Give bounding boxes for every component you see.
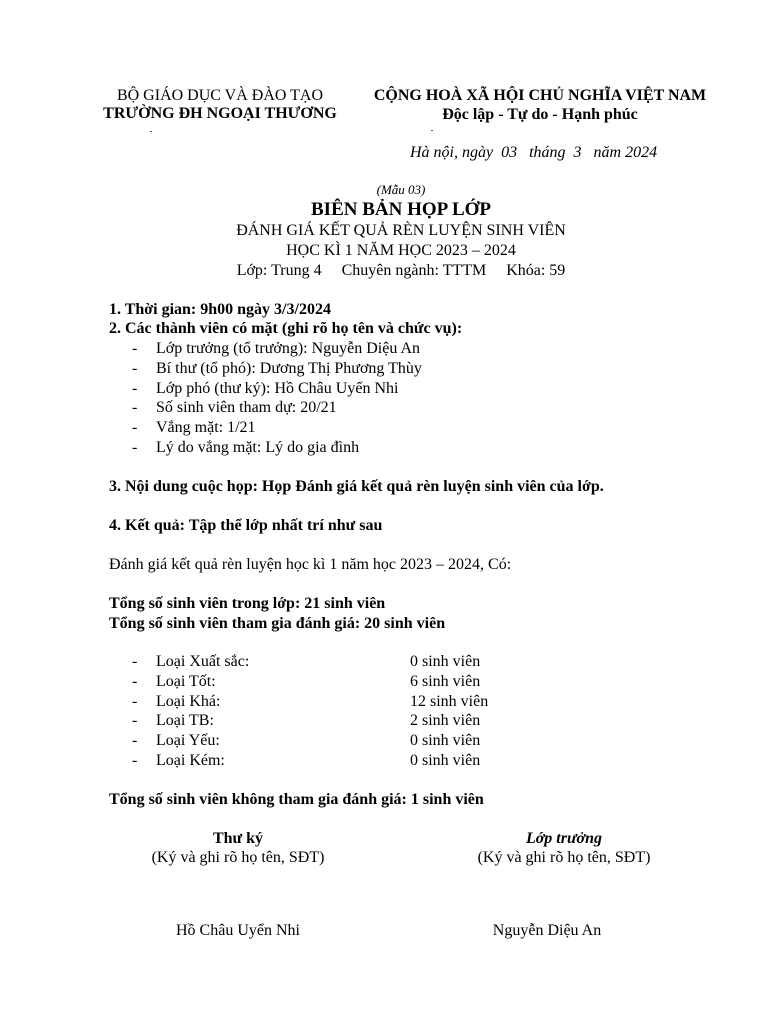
- header-right-mark: [431, 130, 433, 131]
- bullet-dash: -: [132, 379, 138, 397]
- bullet-dash: -: [132, 399, 138, 417]
- university-name: TRƯỜNG ĐH NGOẠI THƯƠNG: [103, 105, 337, 122]
- bullet-dash: -: [132, 712, 138, 730]
- bullet-dash: -: [132, 439, 138, 456]
- document-subtitle: ĐÁNH GIÁ KẾT QUẢ RÈN LUYỆN SINH VIÊN: [236, 222, 566, 239]
- rating-value: 2 sinh viên: [410, 712, 481, 730]
- section-result: 4. Kết quả: Tập thể lớp nhất trí như sau: [109, 517, 383, 534]
- bullet-dash: -: [132, 359, 138, 377]
- rating-value: 12 sinh viên: [410, 692, 489, 710]
- document-date: Hà nội, ngày 03 tháng 3 năm 2024: [410, 144, 658, 161]
- rating-label: Loại Khá:: [156, 692, 221, 710]
- bullet-dash: -: [132, 752, 138, 769]
- member-text: Số sinh viên tham dự: 20/21: [156, 399, 337, 417]
- member-text: Lý do vắng mặt: Lý do gia đình: [156, 439, 360, 456]
- form-number: (Mẫu 03): [376, 182, 426, 197]
- result-intro: Đánh giá kết quả rèn luyện học kì 1 năm học 2023 – 2024, Có:: [109, 556, 512, 573]
- member-text: Bí thư (tổ phó): Dương Thị Phương Thùy: [156, 359, 422, 377]
- secretary-note: (Ký và ghi rõ họ tên, SĐT): [151, 849, 325, 866]
- semester-line: HỌC KÌ 1 NĂM HỌC 2023 – 2024: [286, 242, 516, 259]
- monitor-name: Nguyễn Diệu An: [492, 922, 602, 939]
- rating-label: Loại TB:: [156, 712, 214, 730]
- bullet-dash: -: [132, 340, 138, 357]
- rating-value: 0 sinh viên: [410, 732, 481, 750]
- secretary-name: Hồ Châu Uyển Nhi: [176, 922, 300, 939]
- total-evaluated: Tổng số sinh viên tham gia đánh giá: 20 sinh viên: [109, 615, 446, 632]
- member-text: Vắng mặt: 1/21: [156, 419, 256, 437]
- motto: Độc lập - Tự do - Hạnh phúc: [442, 106, 638, 123]
- header-left-mark: [150, 131, 152, 132]
- rating-value: 0 sinh viên: [410, 653, 481, 670]
- rating-label: Loại Kém:: [156, 752, 225, 769]
- section-members-heading: 2. Các thành viên có mặt (ghi rõ họ tên và chức vụ):: [109, 320, 463, 337]
- bullet-dash: -: [132, 419, 138, 437]
- bullet-dash: -: [132, 732, 138, 750]
- monitor-note: (Ký và ghi rõ họ tên, SĐT): [477, 849, 651, 866]
- section-content: 3. Nội dung cuộc họp: Họp Đánh giá kết quả rèn luyện sinh viên của lớp.: [109, 478, 604, 495]
- country-name: CỘNG HOÀ XÃ HỘI CHỦ NGHĨA VIỆT NAM: [373, 87, 707, 104]
- rating-label: Loại Yếu:: [156, 732, 220, 750]
- member-text: Lớp trưởng (tổ trưởng): Nguyễn Diệu An: [156, 340, 421, 357]
- monitor-title: Lớp trưởng: [525, 830, 603, 847]
- total-not-evaluated: Tổng số sinh viên không tham gia đánh giá: 1 sinh viên: [109, 791, 484, 808]
- total-in-class: Tổng số sinh viên trong lớp: 21 sinh viên: [109, 595, 386, 612]
- class-info: Lớp: Trung 4 Chuyên ngành: TTTM Khóa: 59: [236, 262, 566, 279]
- bullet-dash: -: [132, 692, 138, 710]
- rating-value: 0 sinh viên: [410, 752, 481, 769]
- bullet-dash: -: [132, 672, 138, 690]
- section-time: 1. Thời gian: 9h00 ngày 3/3/2024: [109, 301, 331, 318]
- rating-label: Loại Tốt:: [156, 672, 216, 690]
- rating-label: Loại Xuất sắc:: [156, 653, 250, 670]
- document-title: BIÊN BẢN HỌP LỚP: [311, 199, 491, 220]
- bullet-dash: -: [132, 653, 138, 670]
- rating-value: 6 sinh viên: [410, 672, 481, 690]
- secretary-title: Thư ký: [212, 830, 264, 847]
- ministry-name: BỘ GIÁO DỤC VÀ ĐÀO TẠO: [116, 87, 324, 104]
- member-text: Lớp phó (thư ký): Hồ Châu Uyển Nhi: [156, 379, 399, 397]
